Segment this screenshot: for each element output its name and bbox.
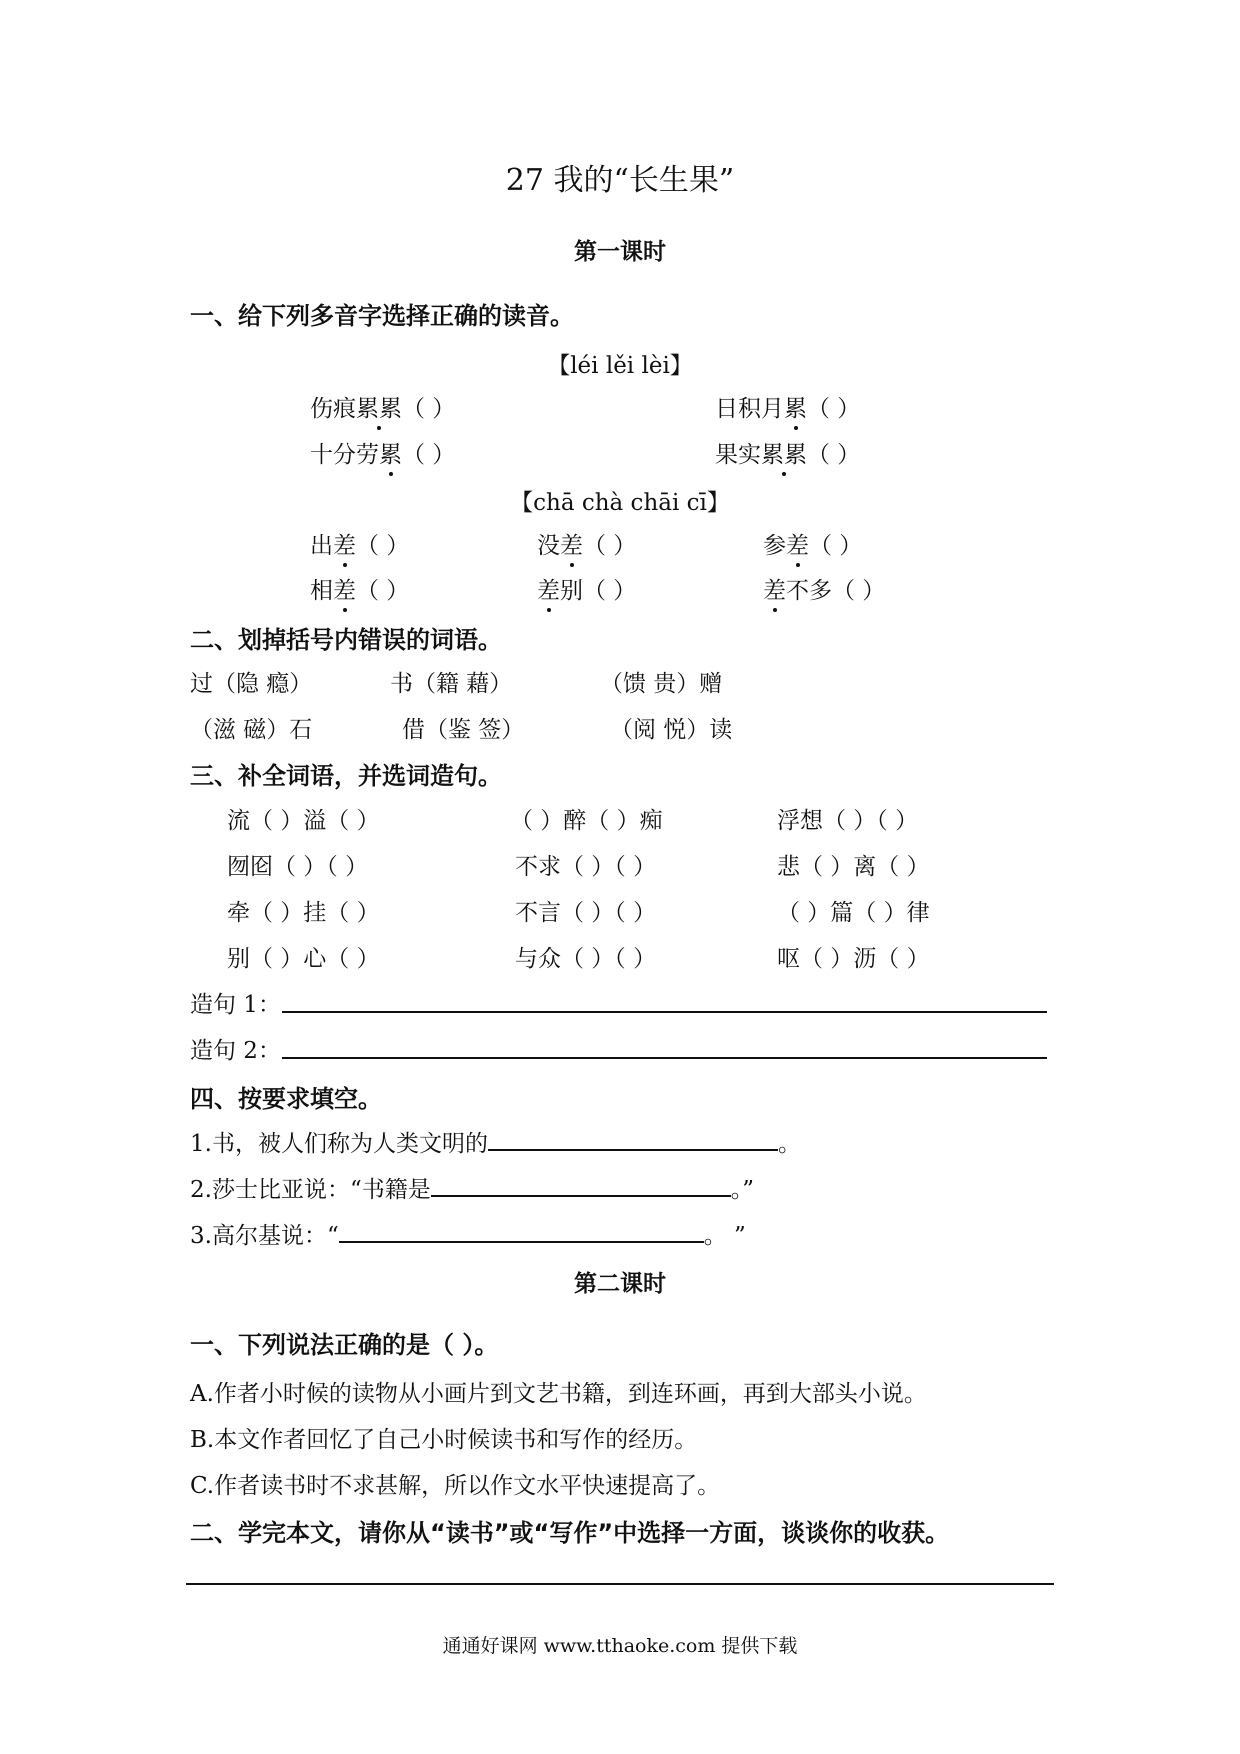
q4-line-3: 3.高尔基说：“ 。 ” xyxy=(190,1217,746,1250)
q4-line-2: 2.莎士比亚说：“书籍是 。” xyxy=(190,1171,754,1204)
q3-word: 囫囵（ ）（ ） xyxy=(227,854,369,880)
l2-q1-heading: 一、下列说法正确的是（ ）。 xyxy=(190,1331,499,1359)
q1-item-7: 参差（ ） xyxy=(763,527,862,560)
q1-item-4: 果实累累（ ） xyxy=(715,436,860,469)
q2-heading: 二、划掉括号内错误的词语。 xyxy=(190,626,502,654)
pinyin-options-lei: 【léi lěi lèi】 xyxy=(547,353,693,379)
q2-item-6: （阅 悦）读 xyxy=(610,717,733,743)
q3-word: （ ）篇（ ）律 xyxy=(777,900,930,926)
option-b: B.本文作者回忆了自己小时候读书和写作的经历。 xyxy=(190,1427,698,1453)
q3-word: 别（ ）心（ ） xyxy=(227,946,380,972)
q4-blank-1[interactable] xyxy=(488,1127,778,1151)
sentence-2-label: 造句 2： xyxy=(190,1038,281,1064)
l2-q2-answer-line[interactable] xyxy=(186,1583,1054,1585)
q3-word: 浮想（ ）（ ） xyxy=(777,808,919,834)
q2-item-1: 过（隐 瘾） xyxy=(190,671,313,697)
page-title: 27 我的“长生果” xyxy=(505,163,735,198)
option-c: C.作者读书时不求甚解，所以作文水平快速提高了。 xyxy=(190,1473,721,1499)
q1-item-6: 没差（ ） xyxy=(537,527,636,560)
q2-item-3: （馈 贵）赠 xyxy=(600,671,723,697)
q3-word: 与众（ ）（ ） xyxy=(515,946,657,972)
option-a: A.作者小时候的读物从小画片到文艺书籍，到连环画，再到大部头小说。 xyxy=(190,1381,927,1407)
q3-word: （ ）醉（ ）痴 xyxy=(510,808,663,834)
q3-word: 悲（ ）离（ ） xyxy=(777,854,930,880)
q1-item-9: 差别（ ） xyxy=(537,572,636,605)
q2-item-2: 书（籍 藉） xyxy=(390,671,513,697)
sentence-1-label: 造句 1： xyxy=(190,992,281,1018)
q3-word: 不求（ ）（ ） xyxy=(515,854,657,880)
q1-heading: 一、给下列多音字选择正确的读音。 xyxy=(190,302,574,330)
l2-q2-heading: 二、学完本文，请你从“读书”或“写作”中选择一方面，谈谈你的收获。 xyxy=(190,1519,950,1547)
sentence-2-answer-line[interactable] xyxy=(282,1057,1047,1059)
q1-item-3: 十分劳累（ ） xyxy=(310,436,455,469)
q4-blank-2[interactable] xyxy=(431,1173,731,1197)
q1-item-10: 差不多（ ） xyxy=(763,572,885,605)
lesson-2-heading: 第二课时 xyxy=(574,1271,666,1297)
q4-blank-3[interactable] xyxy=(339,1219,704,1243)
q4-heading: 四、按要求填空。 xyxy=(190,1085,382,1113)
pinyin-options-cha: 【chā chà chāi cī】 xyxy=(510,490,730,516)
q3-word: 不言（ ）（ ） xyxy=(515,900,657,926)
lesson-1-heading: 第一课时 xyxy=(574,239,666,265)
q1-item-1: 伤痕累累（ ） xyxy=(310,390,455,423)
q1-item-5: 出差（ ） xyxy=(310,527,409,560)
q3-word: 牵（ ）挂（ ） xyxy=(227,900,380,926)
q3-word: 流（ ）溢（ ） xyxy=(227,808,380,834)
q3-word: 呕（ ）沥（ ） xyxy=(777,946,930,972)
q3-heading: 三、补全词语，并选词造句。 xyxy=(190,762,502,790)
q2-item-4: （滋 磁）石 xyxy=(190,717,313,743)
footer-text: 通通好课网 www.tthaoke.com 提供下载 xyxy=(442,1635,798,1657)
q1-item-8: 相差（ ） xyxy=(310,572,409,605)
q1-item-2: 日积月累（ ） xyxy=(715,390,860,423)
q4-line-1: 1.书，被人们称为人类文明的 。 xyxy=(190,1125,801,1158)
sentence-1-answer-line[interactable] xyxy=(282,1011,1047,1013)
q2-item-5: 借（鉴 签） xyxy=(402,717,525,743)
